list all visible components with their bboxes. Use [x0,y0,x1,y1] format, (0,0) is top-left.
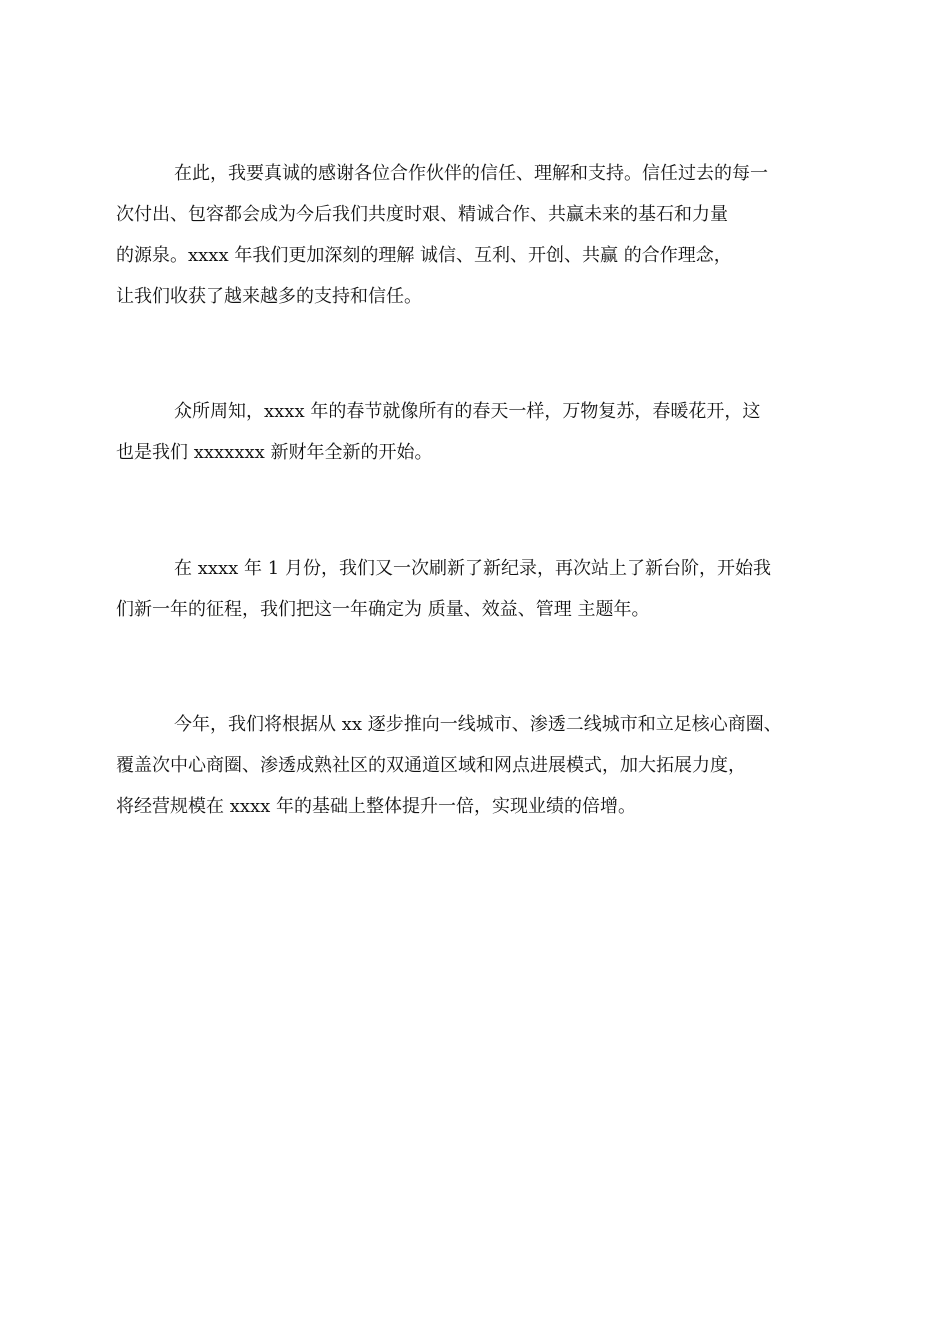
document-body [116,153,810,827]
paragraph-new-record [116,548,810,630]
text-line: 的源泉。xxxx 年我们更加深刻的理解 诚信、互利、开创、共赢 的合作理念， [116,245,732,266]
text-line: 让我们收获了越来越多的支持和信任。 [116,286,422,307]
text-line: 们新一年的征程，我们把这一年确定为 质量、效益、管理 主题年。 [116,599,650,620]
paragraph-spring-festival [116,391,810,473]
text-line: 将经营规模在 xxxx 年的基础上整体提升一倍，实现业绩的倍增。 [116,796,637,817]
text-line: 覆盖次中心商圈、渗透成熟社区的双通道区域和网点进展模式，加大拓展力度， [116,755,746,776]
text-line: 次付出、包容都会成为今后我们共度时艰、精诚合作、共赢未来的基石和力量 [116,204,728,225]
text-line: 众所周知，xxxx 年的春节就像所有的春天一样，万物复苏，春暖花开，这 [174,401,761,422]
text-line: 今年，我们将根据从 xx 逐步推向一线城市、渗透二线城市和立足核心商圈、 [174,714,782,735]
text-line: 在此，我要真诚的感谢各位合作伙伴的信任、理解和支持。信任过去的每一 [174,163,768,184]
text-line: 也是我们 xxxxxxx 新财年全新的开始。 [116,442,433,463]
paragraph-thanks [116,153,810,317]
text-line: 在 xxxx 年 1 月份，我们又一次刷新了新纪录，再次站上了新台阶，开始我 [174,558,771,579]
paragraph-expansion [116,704,810,827]
